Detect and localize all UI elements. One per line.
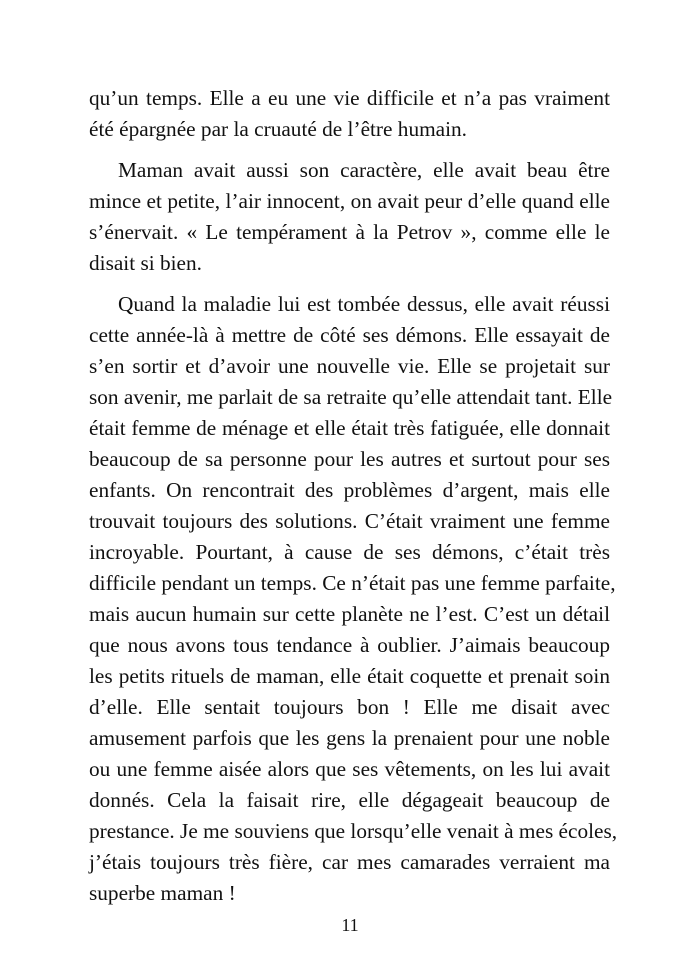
text-line: était femme de ménage et elle était très fatiguée, elle donnait [89, 416, 610, 440]
text-line: mais aucun humain sur cette planète ne l’est. C’est un détail [89, 602, 610, 626]
text-line: prestance. Je me souviens que lorsqu’elle venait à mes écoles, [89, 819, 618, 843]
paragraph-3 [89, 289, 618, 909]
text-line: cette année-là à mettre de côté ses démons. Elle essayait de [89, 323, 610, 347]
text-line: que nous avons tous tendance à oublier. J’aimais beaucoup [89, 633, 610, 657]
text-line: amusement parfois que les gens la prenaient pour une noble [89, 726, 610, 750]
text-line: ou une femme aisée alors que ses vêtements, on les lui avait [89, 757, 610, 781]
text-line: Maman avait aussi son caractère, elle avait beau être [118, 158, 610, 182]
text-line: mince et petite, l’air innocent, on avait peur d’elle quand elle [89, 189, 610, 213]
text-line: donnés. Cela la faisait rire, elle dégageait beaucoup de [89, 788, 610, 812]
text-line: qu’un temps. Elle a eu une vie difficile et n’a pas vraiment [89, 86, 610, 110]
text-line: d’elle. Elle sentait toujours bon ! Elle me disait avec [89, 695, 610, 719]
text-line: superbe maman ! [89, 881, 236, 905]
text-line: trouvait toujours des solutions. C’était vraiment une femme [89, 509, 610, 533]
text-line: incroyable. Pourtant, à cause de ses démons, c’était très [89, 540, 610, 564]
paragraph-2 [89, 155, 610, 279]
text-line: Quand la maladie lui est tombée dessus, elle avait réussi [118, 292, 610, 316]
text-line: les petits rituels de maman, elle était coquette et prenait soin [89, 664, 610, 688]
paragraph-1 [89, 83, 610, 145]
body-text [89, 83, 618, 909]
text-line: j’étais toujours très fière, car mes camarades verraient ma [89, 850, 610, 874]
text-line: s’énervait. « Le tempérament à la Petrov », comme elle le [89, 220, 610, 244]
text-line: son avenir, me parlait de sa retraite qu’elle attendait tant. Elle [89, 385, 613, 409]
page-number: 11 [341, 915, 359, 935]
text-line: s’en sortir et d’avoir une nouvelle vie. Elle se projetait sur [89, 354, 610, 378]
text-line: disait si bien. [89, 251, 202, 275]
text-line: beaucoup de sa personne pour les autres et surtout pour ses [89, 447, 610, 471]
text-line: difficile pendant un temps. Ce n’était pas une femme parfaite, [89, 571, 616, 595]
text-line: été épargnée par la cruauté de l’être humain. [89, 117, 468, 141]
text-line: enfants. On rencontrait des problèmes d’argent, mais elle [89, 478, 610, 502]
